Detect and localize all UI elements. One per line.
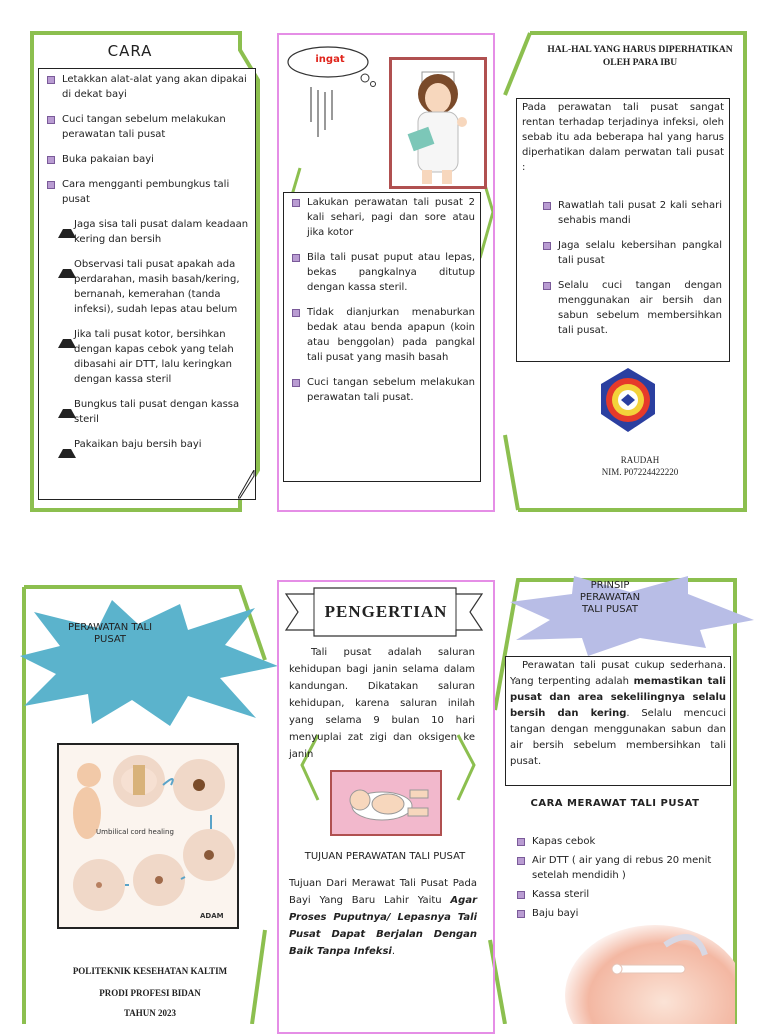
bullet-square-icon bbox=[517, 857, 525, 865]
cara-item: Cuci tangan sebelum melakukan perawatan tali pusat bbox=[44, 112, 254, 142]
baby-care-illustration bbox=[332, 772, 440, 834]
bullet-square-icon bbox=[292, 379, 300, 387]
hal-hal-title: HAL-HAL YANG HARUS DIPERHATIKAN OLEH PARA IBU bbox=[547, 45, 733, 68]
principle-plain-2: . Selalu mencuci tangan dengan menggunakan sabun dan air bersih sebelum membersihkan tali pusat. bbox=[510, 708, 726, 767]
principle-bold: memastikan tali pusat dan area sekelilingnya selalu bersih dan kering bbox=[510, 676, 726, 719]
tools-item: Kapas cebok bbox=[514, 834, 726, 849]
cara-item: Cara mengganti pembungkus tali pusat bbox=[44, 177, 254, 207]
cara-title: CARA bbox=[107, 42, 153, 60]
goal-text-plain: Tujuan Dari Merawat Tali Pusat Pada Bayi Yang Baru Lahir Yaitu bbox=[289, 878, 477, 906]
principle-plain-1: Perawatan tali pusat cukup sederhana. Yang terpenting adalah bbox=[510, 660, 726, 687]
cara-subitem: Pakaikan baju bersih bayi bbox=[44, 437, 254, 452]
bullet-arrow-icon bbox=[58, 261, 76, 278]
hal-hal-item: Rawatlah tali pusat 2 kali sehari sehabis mandi bbox=[540, 198, 722, 228]
tools-item: Kassa steril bbox=[514, 887, 726, 902]
cara-subitem: Observasi tali pusat apakah ada perdarahan, masih basah/kering, bernanah, kemerahan (tanda infeksi), sudah lepas atau belum bbox=[44, 257, 254, 317]
poltekkes-logo bbox=[597, 366, 659, 436]
bullet-square-icon bbox=[292, 199, 300, 207]
ingat-text: ingat bbox=[315, 54, 345, 65]
bullet-square-icon bbox=[543, 282, 551, 290]
baby-belly-photo bbox=[545, 925, 735, 1024]
cara-subitem: Bungkus tali pusat dengan kassa steril bbox=[44, 397, 254, 427]
author-nim: NIM. P07224422220 bbox=[601, 467, 679, 477]
hal-hal-item: Selalu cuci tangan dengan menggunakan air bersih dan sabun sebelum membersihkan tali pusat. bbox=[540, 278, 722, 338]
bullet-square-icon bbox=[47, 116, 55, 124]
bullet-square-icon bbox=[47, 181, 55, 189]
ingat-item: Bila tali pusat puput atau lepas, bekas pangkalnya ditutup dengan kassa steril. bbox=[289, 250, 475, 295]
author-name: RAUDAH bbox=[620, 455, 660, 465]
ingat-item: Cuci tangan sebelum melakukan perawatan tali pusat. bbox=[289, 375, 475, 405]
bullet-square-icon bbox=[292, 309, 300, 317]
goal-text-end: . bbox=[391, 946, 396, 957]
goal-title: TUJUAN PERAWATAN TALI PUSAT bbox=[304, 851, 466, 862]
ingat-list bbox=[289, 195, 475, 415]
baby-care-image bbox=[330, 770, 442, 836]
ingat-item: Tidak dianjurkan menaburkan bedak atau benda apapun (koin atau benggolan) pada pangkal tali pusat yang masih basah bbox=[289, 305, 475, 365]
bullet-square-icon bbox=[292, 254, 300, 262]
star-title-left: PERAWATAN TALI PUSAT bbox=[67, 622, 153, 645]
page-curl bbox=[238, 470, 258, 500]
bullet-square-icon bbox=[543, 202, 551, 210]
cara-item: Buka pakaian bayi bbox=[44, 152, 254, 167]
cara-list bbox=[44, 72, 254, 462]
hal-hal-item: Jaga selalu kebersihan pangkal tali pusat bbox=[540, 238, 722, 268]
adam-brand: ADAM bbox=[200, 912, 224, 920]
bullet-square-icon bbox=[517, 891, 525, 899]
pengertian-title: PENGERTIAN bbox=[324, 602, 448, 621]
program-name: PRODI PROFESI BIDAN bbox=[99, 988, 201, 998]
ingat-item: Lakukan perawatan tali pusat 2 kali sehari, pagi dan sore atau jika kotor bbox=[289, 195, 475, 240]
star-burst-teal bbox=[20, 600, 280, 730]
bullet-arrow-icon bbox=[58, 221, 76, 238]
cara-item: Letakkan alat-alat yang akan dipakai di dekat bayi bbox=[44, 72, 254, 102]
tools-title: CARA MERAWAT TALI PUSAT bbox=[530, 798, 700, 809]
bullet-square-icon bbox=[517, 910, 525, 918]
goal-text-bold: Agar Proses Puputnya/ Lepasnya Tali Pusat Dapat Berjalan Dengan Baik Tanpa Infeksi bbox=[289, 895, 477, 957]
nurse-icon bbox=[392, 60, 484, 186]
tools-list bbox=[514, 834, 726, 925]
nurse-image bbox=[389, 57, 487, 189]
star-title-right: PRINSIP PERAWATAN TALI PUSAT bbox=[579, 580, 641, 615]
bullet-arrow-icon bbox=[58, 441, 76, 458]
bullet-arrow-icon bbox=[58, 331, 76, 348]
tools-item: Baju bayi bbox=[514, 906, 726, 921]
principle-text bbox=[510, 658, 726, 770]
definition-text: Tali pusat adalah saluran kehidupan bagi janin selama dalam kandungan. Dikatakan saluran kehidupan, karena saluran inilah yang selama 9 bulan 10 hari menyuplai zat zigi dan oksigen ke janin bbox=[289, 647, 475, 760]
hal-hal-list bbox=[540, 198, 722, 348]
year-label: TAHUN 2023 bbox=[123, 1008, 177, 1018]
bullet-arrow-icon bbox=[58, 401, 76, 418]
bullet-square-icon bbox=[47, 156, 55, 164]
bullet-square-icon bbox=[47, 76, 55, 84]
institution-name: POLITEKNIK KESEHATAN KALTIM bbox=[72, 966, 228, 976]
umbilical-caption: Umbilical cord healing bbox=[96, 828, 174, 836]
cara-subitem: Jika tali pusat kotor, bersihkan dengan kapas cebok yang telah dibasahi air DTT, lalu keringkan dengan kassa steril bbox=[44, 327, 254, 387]
tools-item: Air DTT ( air yang di rebus 20 menit setelah mendidih ) bbox=[514, 853, 726, 883]
cara-subitem: Jaga sisa tali pusat dalam keadaan kering dan bersih bbox=[44, 217, 254, 247]
bullet-square-icon bbox=[517, 838, 525, 846]
bullet-square-icon bbox=[543, 242, 551, 250]
hal-hal-intro: Pada perawatan tali pusat sangat rentan terhadap terjadinya infeksi, oleh sebab itu ada beberapa hal yang harus diperhatikan dalam perwatan tali pusat : bbox=[522, 102, 724, 173]
goal-text bbox=[289, 875, 477, 960]
